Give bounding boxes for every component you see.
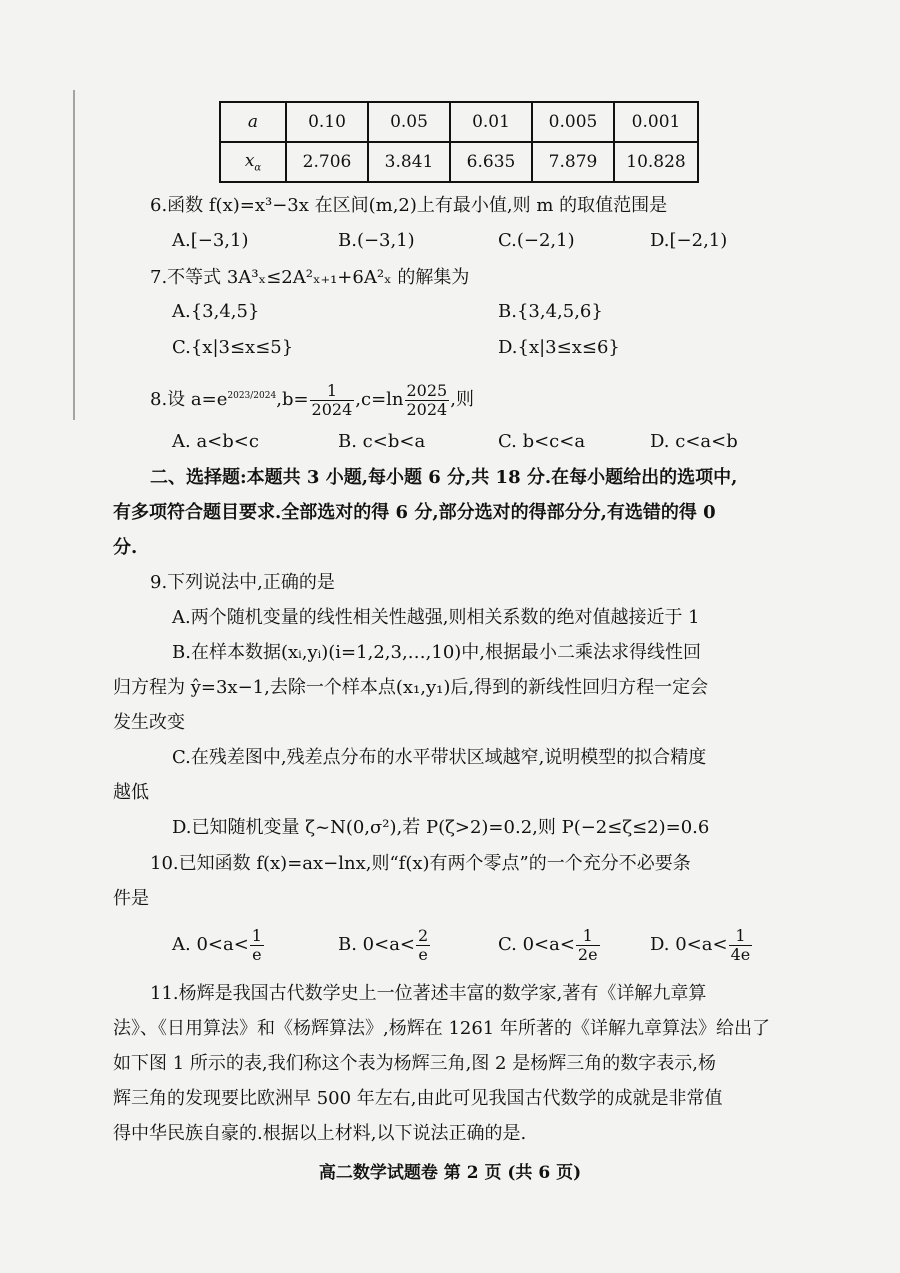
q7-stem: 7.不等式 3A³ₓ≤2A²ₓ₊₁+6A²ₓ 的解集为 (150, 267, 470, 288)
q9-option-a: A.两个随机变量的线性相关性越强,则相关系数的绝对值越接近于 1 (172, 607, 700, 628)
q10-option-a: A. 0<a< $\frac{1}{e}$ (172, 925, 262, 964)
q11-line3: 如下图 1 所示的表,我们称这个表为杨辉三角,图 2 是杨辉三角的数字表示,杨 (113, 1053, 716, 1074)
fraction: $\frac{1}{2e}$ (577, 925, 598, 964)
q10-option-b: B. 0<a< $\frac{2}{e}$ (338, 925, 429, 964)
q7-option-b: B.{3,4,5,6} (498, 301, 603, 322)
table-row (220, 102, 698, 142)
q6-option-d: D.[−2,1) (650, 230, 728, 251)
q9-option-d: D.已知随机变量 ζ~N(0,σ²),若 P(ζ>2)=0.2,则 P(−2≤ζ≤2)=0.6 (172, 817, 710, 838)
q10-option-d: D. 0<a< $\frac{1}{4e}$ (650, 925, 751, 964)
q9-option-c-line2: 越低 (113, 782, 149, 803)
table-cell: 0.001 (614, 102, 698, 142)
q7-option-c: C.{x|3≤x≤5} (172, 337, 294, 358)
q8-stem: 8.设 $a=e^{2023/2024},b=$ $\frac{1}{2024}$ ,c=ln $\frac{2025}{2024}$ ,则 (150, 380, 474, 419)
q6-stem: 6.函数 f(x)=x³−3x 在区间(m,2)上有最小值,则 m 的取值范围是 (150, 195, 668, 216)
table-header-x-alpha: $x_\alpha$ (220, 142, 286, 182)
fraction: $\frac{1}{e}$ (251, 925, 262, 964)
table-row (220, 142, 698, 182)
section2-line2: 有多项符合题目要求.全部选对的得 6 分,部分选对的得部分分,有选错的得 0 (113, 502, 716, 523)
q11-line5: 得中华民族自豪的.根据以上材料,以下说法正确的是. (113, 1123, 527, 1144)
section2-line1: 二、选择题:本题共 3 小题,每小题 6 分,共 18 分.在每小题给出的选项中, (150, 467, 738, 488)
binding-margin-line (73, 90, 75, 420)
table-cell: 6.635 (450, 142, 532, 182)
q8-option-c: C. b<c<a (498, 431, 586, 452)
q9-option-b-line2: 归方程为 ŷ=3x−1,去除一个样本点(x₁,y₁)后,得到的新线性回归方程一定会 (113, 677, 709, 698)
fraction: $\frac{2025}{2024}$ (406, 380, 448, 419)
page-footer: 高二数学试题卷 第 2 页 (共 6 页) (318, 1163, 582, 1183)
section2-line3: 分. (113, 537, 138, 558)
q9-stem: 9.下列说法中,正确的是 (150, 572, 335, 593)
q6-option-c: C.(−2,1) (498, 230, 575, 251)
fraction: $\frac{2}{e}$ (418, 925, 429, 964)
q6-option-b: B.(−3,1) (338, 230, 415, 251)
table-cell: 10.828 (614, 142, 698, 182)
table-cell: 0.05 (368, 102, 450, 142)
table-cell: 0.01 (450, 102, 532, 142)
q10-stem-line2: 件是 (113, 888, 149, 909)
q7-option-d: D.{x|3≤x≤6} (498, 337, 620, 358)
table-cell: 2.706 (286, 142, 368, 182)
q9-option-b-line3: 发生改变 (113, 712, 185, 733)
q8-option-b: B. c<b<a (338, 431, 426, 452)
fraction: $\frac{1}{4e}$ (730, 925, 751, 964)
q10-stem-line1: 10.已知函数 f(x)=ax−lnx,则“f(x)有两个零点”的一个充分不必要条 (150, 853, 691, 874)
q11-line4: 辉三角的发现要比欧洲早 500 年左右,由此可见我国古代数学的成就是非常值 (113, 1088, 723, 1109)
table-cell: 0.10 (286, 102, 368, 142)
table-cell: 3.841 (368, 142, 450, 182)
table-header-alpha: a (220, 102, 286, 142)
table-cell: 7.879 (532, 142, 614, 182)
q6-option-a: A.[−3,1) (172, 230, 249, 251)
q10-option-c: C. 0<a< $\frac{1}{2e}$ (498, 925, 598, 964)
q8-option-d: D. c<a<b (650, 431, 738, 452)
q7-option-a: A.{3,4,5} (172, 301, 260, 322)
critical-value-table (219, 101, 699, 183)
q9-option-b-line1: B.在样本数据(xᵢ,yᵢ)(i=1,2,3,…,10)中,根据最小二乘法求得线性回 (172, 642, 702, 663)
q8-option-a: A. a<b<c (172, 431, 259, 452)
fraction: $\frac{1}{2024}$ (311, 380, 353, 419)
q9-option-c-line1: C.在残差图中,残差点分布的水平带状区域越窄,说明模型的拟合精度 (172, 747, 707, 768)
q11-line2: 法》、《日用算法》和《杨辉算法》,杨辉在 1261 年所著的《详解九章算法》给出了 (113, 1018, 770, 1039)
q11-line1: 11.杨辉是我国古代数学史上一位著述丰富的数学家,著有《详解九章算 (150, 983, 707, 1004)
table-cell: 0.005 (532, 102, 614, 142)
